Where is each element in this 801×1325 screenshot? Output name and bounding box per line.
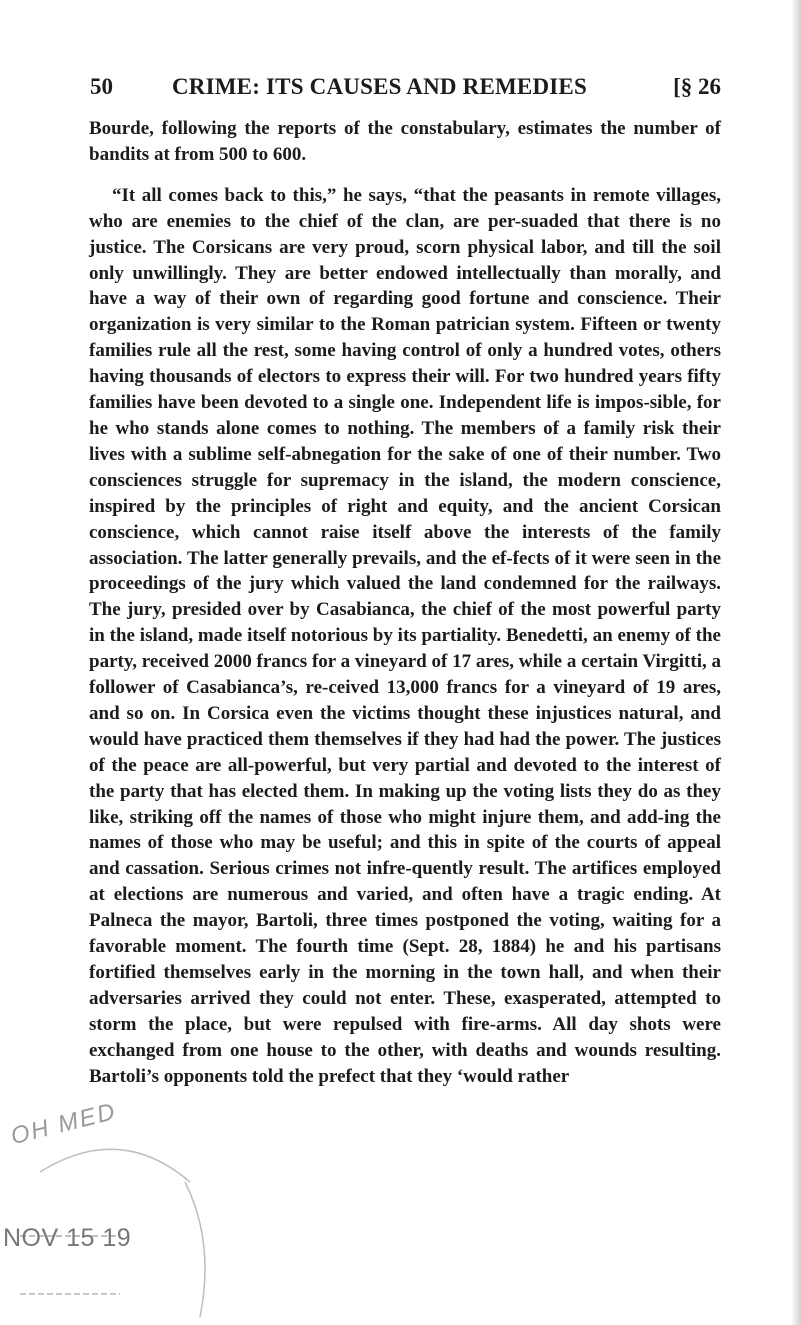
page-edge-shadow <box>791 0 801 1325</box>
running-title: CRIME: ITS CAUSES AND REMEDIES <box>172 74 587 99</box>
stamp-arc-text: OH MED <box>8 1097 120 1151</box>
section-mark: [§ 26 <box>673 74 721 99</box>
stamp-date: NOV 15 19 <box>3 1224 132 1252</box>
page-number: 50 <box>90 74 113 99</box>
paragraph-1: Bourde, following the reports of the constabulary, estimates the number of bandits at from 500 to 600. <box>89 118 721 165</box>
stamp-side-curve <box>185 1182 205 1317</box>
stamp-arc-line <box>40 1149 190 1182</box>
body-text <box>89 116 721 1090</box>
paragraph-2: “It all comes back to this,” he says, “that the peasants in remote villages, who are enemies to the chief of the clan, are per-suaded that there is no justice. The Corsicans are very proud, scorn physical labor, and till the soil only unwillingly. They are better endowed intellectually than morally, and have a way of their own of regarding good fortune and conscience. Their organization is very similar to the Roman patrician system. Fifteen or twenty families rule all the rest, some having control of only a hundred votes, others having thousands of electors to express their will. For two hundred years fifty families have been devoted to a single one. Independent life is impos-sible, for he who stands alone comes to nothing. The members of a family risk their lives with a sublime self-abnegation for the sake of one of their number. Two consciences struggle for supremacy in the island, the modern conscience, inspired by the principles of right and equity, and the ancient Corsican conscience, which cannot raise itself above the interests of the family association. The latter generally prevails, and the ef-fects of it were seen in the proceedings of the jury which valued the land condemned for the railways. The jury, presided over by Casabianca, the chief of the most powerful party in the island, made itself notorious by its partiality. Benedetti, an enemy of the party, received 2000 francs for a vineyard of 17 ares, while a certain Virgitti, a follower of Casabianca’s, re-ceived 13,000 francs for a vineyard of 19 ares, and so on. In Corsica even the victims thought these injustices natural, and would have practiced them themselves if they had had the power. The justices of the peace are all-powerful, but very partial and devoted to the interest of the party that has elected them. In making up the voting lists they do as they like, striking off the names of those who might injure them, and add-ing the names of those who may be useful; and this in spite of the courts of appeal and cassation. Serious crimes not infre-quently result. The artifices employed at elections are numerous and varied, and often have a tragic ending. At Palneca the mayor, Bartoli, three times postponed the voting, waiting for a favorable moment. The fourth time (Sept. 28, 1884) he and his partisans fortified themselves early in the morning in the town hall, and when their adversaries arrived they could not enter. These, exasperated, attempted to storm the place, but were repulsed with fire-arms. All day shots were exchanged from one house to the other, with deaths and wounds resulting. Bartoli’s opponents told the prefect that they ‘would rather <box>89 184 721 1087</box>
running-head <box>90 72 721 102</box>
